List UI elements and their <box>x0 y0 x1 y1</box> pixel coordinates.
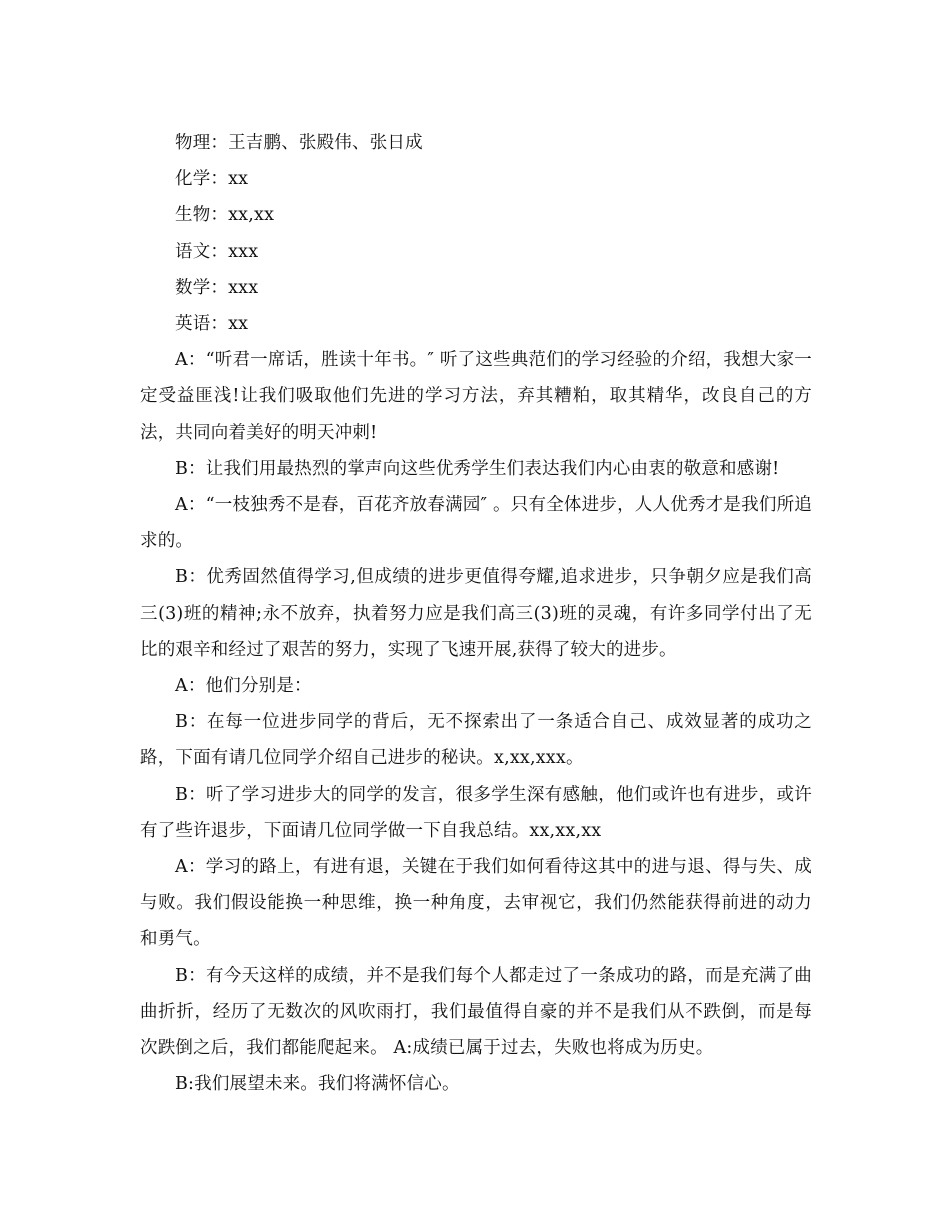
dialogue-paragraph: A：“听君一席话，胜读十年书。″ 听了这些典范们的学习经验的介绍，我想大家一定受益匪浅!让我们吸取他们先进的学习方法，弃其糟粕，取其精华，改良自己的方法，共同向着美好的明天冲刺! <box>140 350 812 443</box>
dialogue-paragraph: A：“一枝独秀不是春，百花齐放春满园″ 。只有全体进步，人人优秀才是我们所追求的。 <box>140 495 812 552</box>
dialogue-paragraph: A：他们分别是： <box>175 676 312 697</box>
dialogue-paragraph: B：在每一位进步同学的背后，无不探索出了一条适合自己、成效显著的成功之路，下面有请几位同学介绍自己进步的秘诀。x,xx,xxx。 <box>140 712 812 769</box>
subject-line-physics: 物理：王吉鹏、张殿伟、张日成 <box>175 133 423 153</box>
subject-line-chinese: 语文：xxx <box>175 241 259 262</box>
dialogue-paragraph: B：让我们用最热烈的掌声向这些优秀学生们表达我们内心由衷的敬意和感谢! <box>175 458 780 479</box>
dialogue-paragraph: B：有今天这样的成绩，并不是我们每个人都走过了一条成功的路，而是充满了曲曲折折，经历了无数次的风吹雨打，我们最值得自豪的并不是我们从不跌倒，而是每次跌倒之后，我们都能爬起来。 A:成绩已属于过去，失败也将成为历史。 <box>140 965 812 1059</box>
subject-line-math: 数学：xxx <box>175 277 259 298</box>
dialogue-paragraph: B：听了学习进步大的同学的发言，很多学生深有感触，他们或许也有进步，或许有了些许退步，下面请几位同学做一下自我总结。xx,xx,xx <box>140 784 812 841</box>
dialogue-paragraph: A：学习的路上，有进有退，关键在于我们如何看待这其中的进与退、得与失、成与败。我们假设能换一种思维，换一种角度，去审视它，我们仍然能获得前进的动力和勇气。 <box>140 857 812 950</box>
dialogue-paragraph: B：优秀固然值得学习,但成绩的进步更值得夸耀,追求进步，只争朝夕应是我们高三(3)班的精神;永不放弃，执着努力应是我们高三(3)班的灵魂，有许多同学付出了无比的艰辛和经过了艰苦的努力，实现了飞速开展,获得了较大的进步。 <box>140 567 812 660</box>
subject-line-chemistry: 化学：xx <box>175 169 249 190</box>
dialogue-paragraph: B:我们展望未来。我们将满怀信心。 <box>175 1074 460 1095</box>
document-body <box>140 125 812 1102</box>
subject-line-english: 英语：xx <box>175 314 249 335</box>
subject-line-biology: 生物：xx,xx <box>175 205 275 226</box>
